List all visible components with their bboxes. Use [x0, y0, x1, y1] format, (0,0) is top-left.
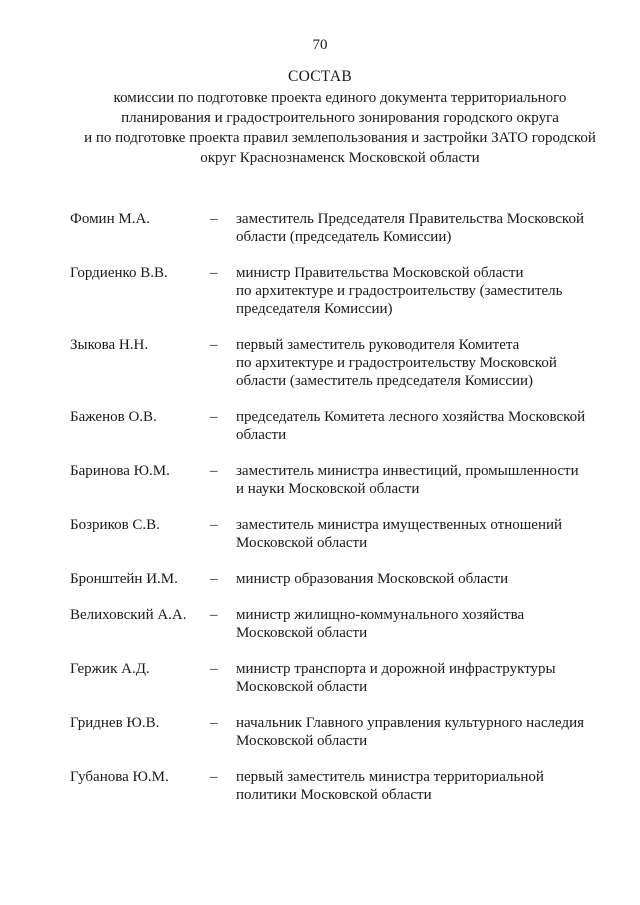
member-name: Зыкова Н.Н.	[70, 337, 149, 353]
member-entry	[0, 264, 640, 336]
member-role	[236, 714, 616, 750]
member-dash: –	[210, 607, 218, 623]
member-entry	[0, 714, 640, 768]
role-line: председатель Комитета лесного хозяйства Московской	[236, 409, 586, 425]
member-role	[236, 768, 616, 804]
role-line: области (заместитель председателя Комиссии)	[236, 373, 534, 389]
member-dash: –	[210, 463, 218, 479]
role-line: Московской области	[236, 625, 368, 641]
member-name: Баринова Ю.М.	[70, 463, 170, 479]
document-subtitle	[40, 88, 640, 168]
member-role	[236, 516, 616, 552]
members-list	[0, 210, 640, 822]
member-role	[236, 570, 616, 588]
role-line: заместитель Председателя Правительства Московской	[236, 211, 584, 227]
member-name: Бозриков С.В.	[70, 517, 160, 533]
member-role	[236, 210, 616, 246]
subtitle-line: и по подготовке проекта правил землепользования и застройки ЗАТО городской	[84, 130, 596, 146]
member-dash: –	[210, 661, 218, 677]
role-line: министр образования Московской области	[236, 571, 509, 587]
member-role	[236, 606, 616, 642]
role-line: области (председатель Комиссии)	[236, 229, 452, 245]
member-name: Велиховский А.А.	[70, 607, 187, 623]
member-role	[236, 336, 616, 390]
member-name: Гордиенко В.В.	[70, 265, 168, 281]
document-title: СОСТАВ	[287, 68, 353, 85]
member-role	[236, 408, 616, 444]
role-line: политики Московской области	[236, 787, 432, 803]
member-role	[236, 264, 616, 318]
role-line: по архитектуре и градостроительству Московской	[236, 355, 557, 371]
member-dash: –	[210, 715, 218, 731]
page-number: 70	[312, 37, 328, 53]
role-line: министр жилищно-коммунального хозяйства	[236, 607, 525, 623]
subtitle-line: комиссии по подготовке проекта единого документа территориального	[113, 90, 567, 106]
member-entry	[0, 462, 640, 516]
member-dash: –	[210, 769, 218, 785]
role-line: и науки Московской области	[236, 481, 420, 497]
member-role	[236, 462, 616, 498]
member-role	[236, 660, 616, 696]
member-dash: –	[210, 265, 218, 281]
role-line: Московской области	[236, 733, 368, 749]
member-entry	[0, 570, 640, 606]
member-name: Фомин М.А.	[70, 211, 151, 227]
role-line: области	[236, 427, 287, 443]
role-line: первый заместитель министра территориальной	[236, 769, 544, 785]
member-name: Гержик А.Д.	[70, 661, 150, 677]
member-entry	[0, 660, 640, 714]
member-dash: –	[210, 409, 218, 425]
member-name: Губанова Ю.М.	[70, 769, 169, 785]
role-line: начальник Главного управления культурного наследия	[236, 715, 585, 731]
role-line: заместитель министра имущественных отношений	[236, 517, 563, 533]
member-dash: –	[210, 571, 218, 587]
role-line: министр транспорта и дорожной инфраструктуры	[236, 661, 556, 677]
role-line: по архитектуре и градостроительству (заместитель	[236, 283, 563, 299]
member-entry	[0, 210, 640, 264]
member-name: Бронштейн И.М.	[70, 571, 178, 587]
member-entry	[0, 768, 640, 822]
member-name: Баженов О.В.	[70, 409, 157, 425]
member-entry	[0, 606, 640, 660]
subtitle-line: планирования и градостроительного зонирования городского округа	[121, 110, 559, 126]
member-dash: –	[210, 211, 218, 227]
member-dash: –	[210, 517, 218, 533]
role-line: председателя Комиссии)	[236, 301, 393, 317]
member-name: Гриднев Ю.В.	[70, 715, 160, 731]
role-line: министр Правительства Московской области	[236, 265, 524, 281]
member-dash: –	[210, 337, 218, 353]
role-line: первый заместитель руководителя Комитета	[236, 337, 520, 353]
member-entry	[0, 516, 640, 570]
role-line: Московской области	[236, 679, 368, 695]
role-line: Московской области	[236, 535, 368, 551]
member-entry	[0, 408, 640, 462]
member-entry	[0, 336, 640, 408]
role-line: заместитель министра инвестиций, промышленности	[236, 463, 579, 479]
subtitle-line: округ Краснознаменск Московской области	[200, 150, 480, 166]
